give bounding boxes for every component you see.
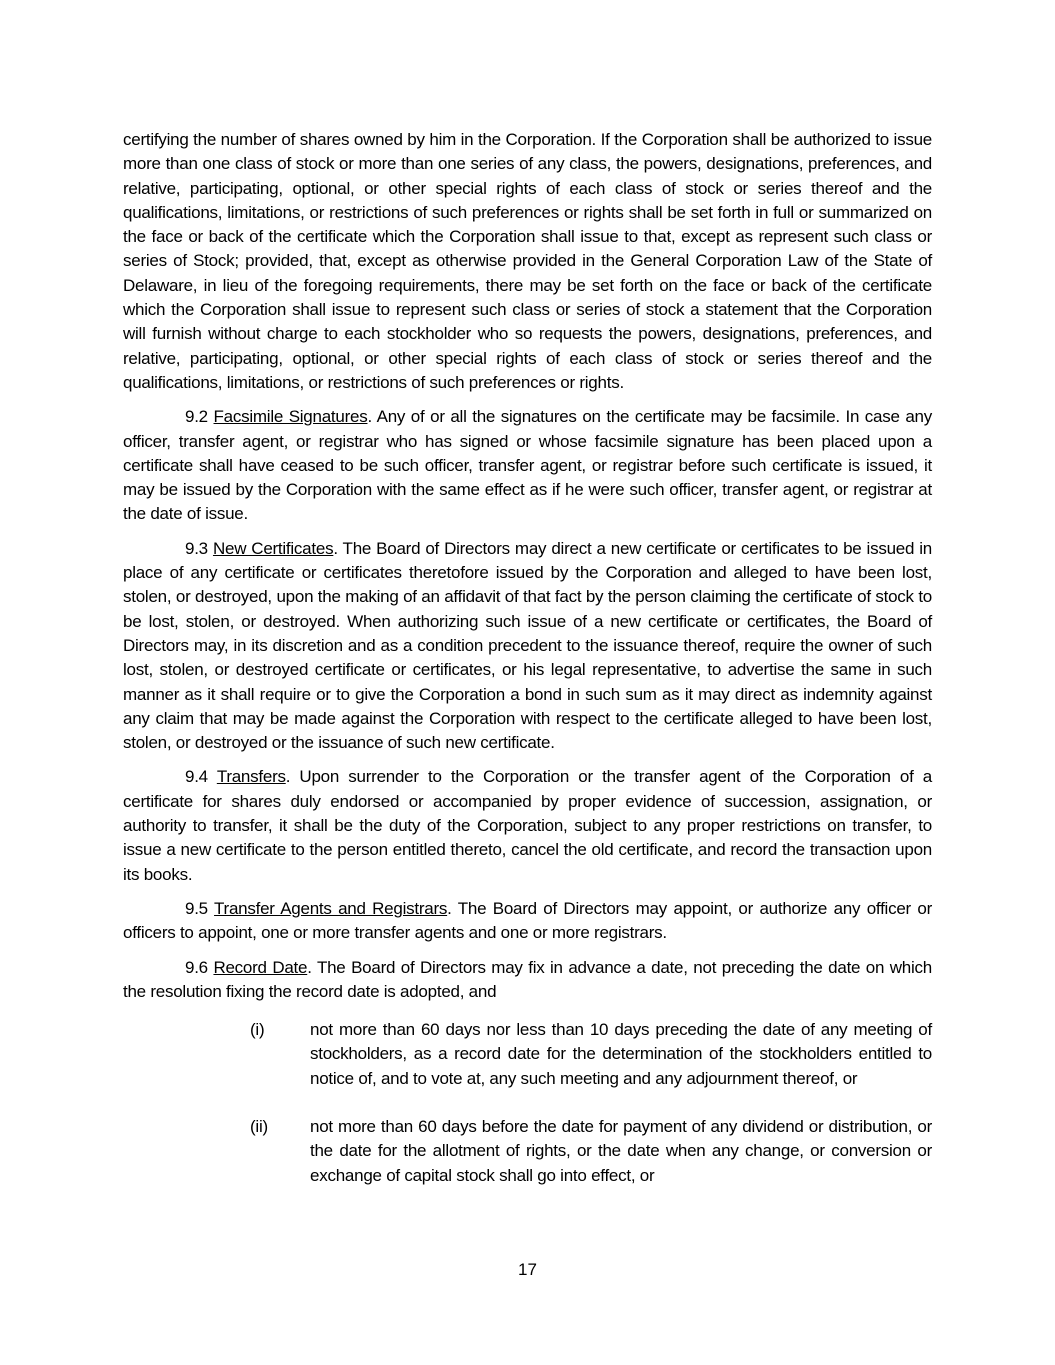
list-marker: (i) — [250, 1020, 265, 1040]
section-body: . Upon surrender to the Corporation or the transfer agent of the Corporation of a certificate for shares duly endorsed or accompanied by proper evidence of succession, assignation, or authority to transfer, it shall be the duty of the Corporation, subject to any proper restrictions on transfer, to issue a new certificate to the person entitled thereto, cancel the old certificate, and record the transaction upon its books. — [123, 767, 932, 884]
section-title: Facsimile Signatures — [213, 407, 368, 427]
section-9-6 — [123, 956, 932, 1005]
section-title: Transfers — [216, 767, 286, 787]
section-9-2 — [123, 405, 932, 526]
section-title: Transfer Agents and Registrars — [214, 898, 448, 918]
list-text: not more than 60 days nor less than 10 days preceding the date of any meeting of stockholders, as a record date for the determination of the stockholders entitled to notice of, and to vote at, any such meeting and any adjournment thereof, or — [310, 1020, 932, 1088]
section-number: 9.4 — [185, 767, 208, 787]
intro-paragraph: certifying the number of shares owned by him in the Corporation. If the Corporation shall be authorized to issue more than one class of stock or more than one series of any class, the powers, designations, preferences, and relative, participating, optional, or other special rights of each class of stock or series thereof and the qualifications, limitations, or restrictions of such preferences or rights shall be set forth in full or summarized on the face or back of the certificate which the Corporation shall issue to that, except as represent such class or series of Stock; provided, that, except as otherwise provided in the General Corporation Law of the State of Delaware, in lieu of the foregoing requirements, there may be set forth on the face or back of the certificate which the Corporation shall issue to represent such class or series of stock a statement that the Corporation will furnish without charge to each stockholder who so requests the powers, designations, preferences, and relative, participating, optional, or other special rights of each class of stock or series thereof and the qualifications, limitations, or restrictions of such preferences or rights. — [123, 130, 932, 392]
section-9-4 — [123, 765, 932, 886]
section-title: Record Date — [213, 957, 308, 977]
section-number: 9.2 — [185, 407, 208, 427]
section-title: New Certificates — [212, 538, 334, 558]
list-item-ii — [250, 1115, 932, 1188]
list-text: not more than 60 days before the date for payment of any dividend or distribution, or the date for the allotment of rights, or the date when any change, or conversion or exchange of capital stock shall go into effect, or — [310, 1116, 932, 1185]
list-marker: (ii) — [250, 1116, 268, 1136]
section-9-3 — [123, 537, 932, 756]
section-body: . Any of or all the signatures on the certificate may be facsimile. In case any officer, transfer agent, or registrar who has signed or whose facsimile signature has been placed upon a certificate shall have ceased to be such officer, transfer agent, or registrar before such certificate is issued, it may be issued by the Corporation with the same effect as if he were such officer, transfer agent, or registrar at the date of issue. — [123, 407, 933, 524]
section-number: 9.6 — [185, 957, 208, 977]
section-9-5 — [123, 897, 932, 946]
section-body: . The Board of Directors may fix in advance a date, not preceding the date on which the resolution fixing the record date is adopted, and — [123, 957, 932, 1001]
page-number: 17 — [518, 1259, 537, 1279]
list-item-i — [250, 1018, 932, 1091]
section-body: . The Board of Directors may appoint, or authorize any officer or officers to appoint, one or more transfer agents and one or more registrars. — [123, 898, 932, 943]
section-number: 9.3 — [185, 538, 208, 558]
section-body: . The Board of Directors may direct a new certificate or certificates to be issued in place of any certificate or certificates theretofore issued by the Corporation and alleged to have been lost, stolen, or destroyed, upon the making of an affidavit of that fact by the person claiming the certificate of stock to be lost, stolen, or destroyed. When authorizing such issue of a new certificate or certificates, the Board of Directors may, in its discretion and as a condition precedent to the issuance thereof, require the owner of such lost, stolen, or destroyed certificate or certificates, or his legal representative, to advertise the same in such manner as it shall require or to give the Corporation a bond in such sum as it may direct as indemnity against any claim that may be made against the Corporation with respect to the certificate alleged to have been lost, stolen, or destroyed or the issuance of such new certificate. — [123, 538, 932, 753]
section-number: 9.5 — [185, 898, 208, 918]
